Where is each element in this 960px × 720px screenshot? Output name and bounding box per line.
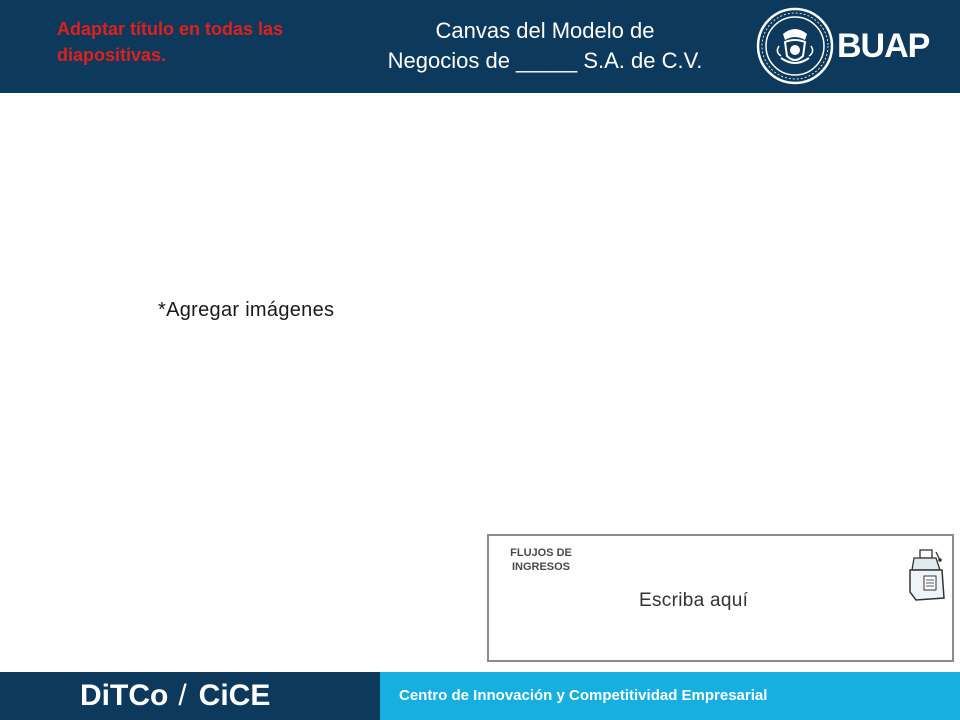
panel-heading	[499, 546, 583, 574]
panel-heading-line-1: FLUJOS DE	[510, 547, 572, 559]
header-bar	[0, 0, 960, 93]
footer-tagline: Centro de Innovación y Competitividad Empresarial	[399, 687, 768, 704]
panel-text-field[interactable]: Escriba aquí	[639, 590, 749, 611]
university-seal-icon	[755, 6, 835, 86]
slide-title-line-2: Negocios de _____ S.A. de C.V.	[387, 48, 703, 73]
slide-title-line-1: Canvas del Modelo de	[435, 18, 655, 43]
slide-title	[360, 16, 730, 76]
image-placeholder-text[interactable]: *Agregar imágenes	[158, 299, 335, 321]
footer-logos	[80, 678, 270, 714]
logo-separator: /	[178, 679, 187, 712]
revenue-streams-panel[interactable]	[487, 534, 954, 662]
buap-logo-text: BUAP	[837, 27, 930, 65]
cash-register-icon	[906, 548, 946, 606]
panel-heading-line-2: INGRESOS	[511, 561, 571, 573]
cice-logo: CiCE	[198, 679, 271, 712]
instruction-note: Adaptar título en todas las diapositivas.	[57, 19, 284, 65]
ditco-logo: DiTCo	[80, 679, 169, 712]
